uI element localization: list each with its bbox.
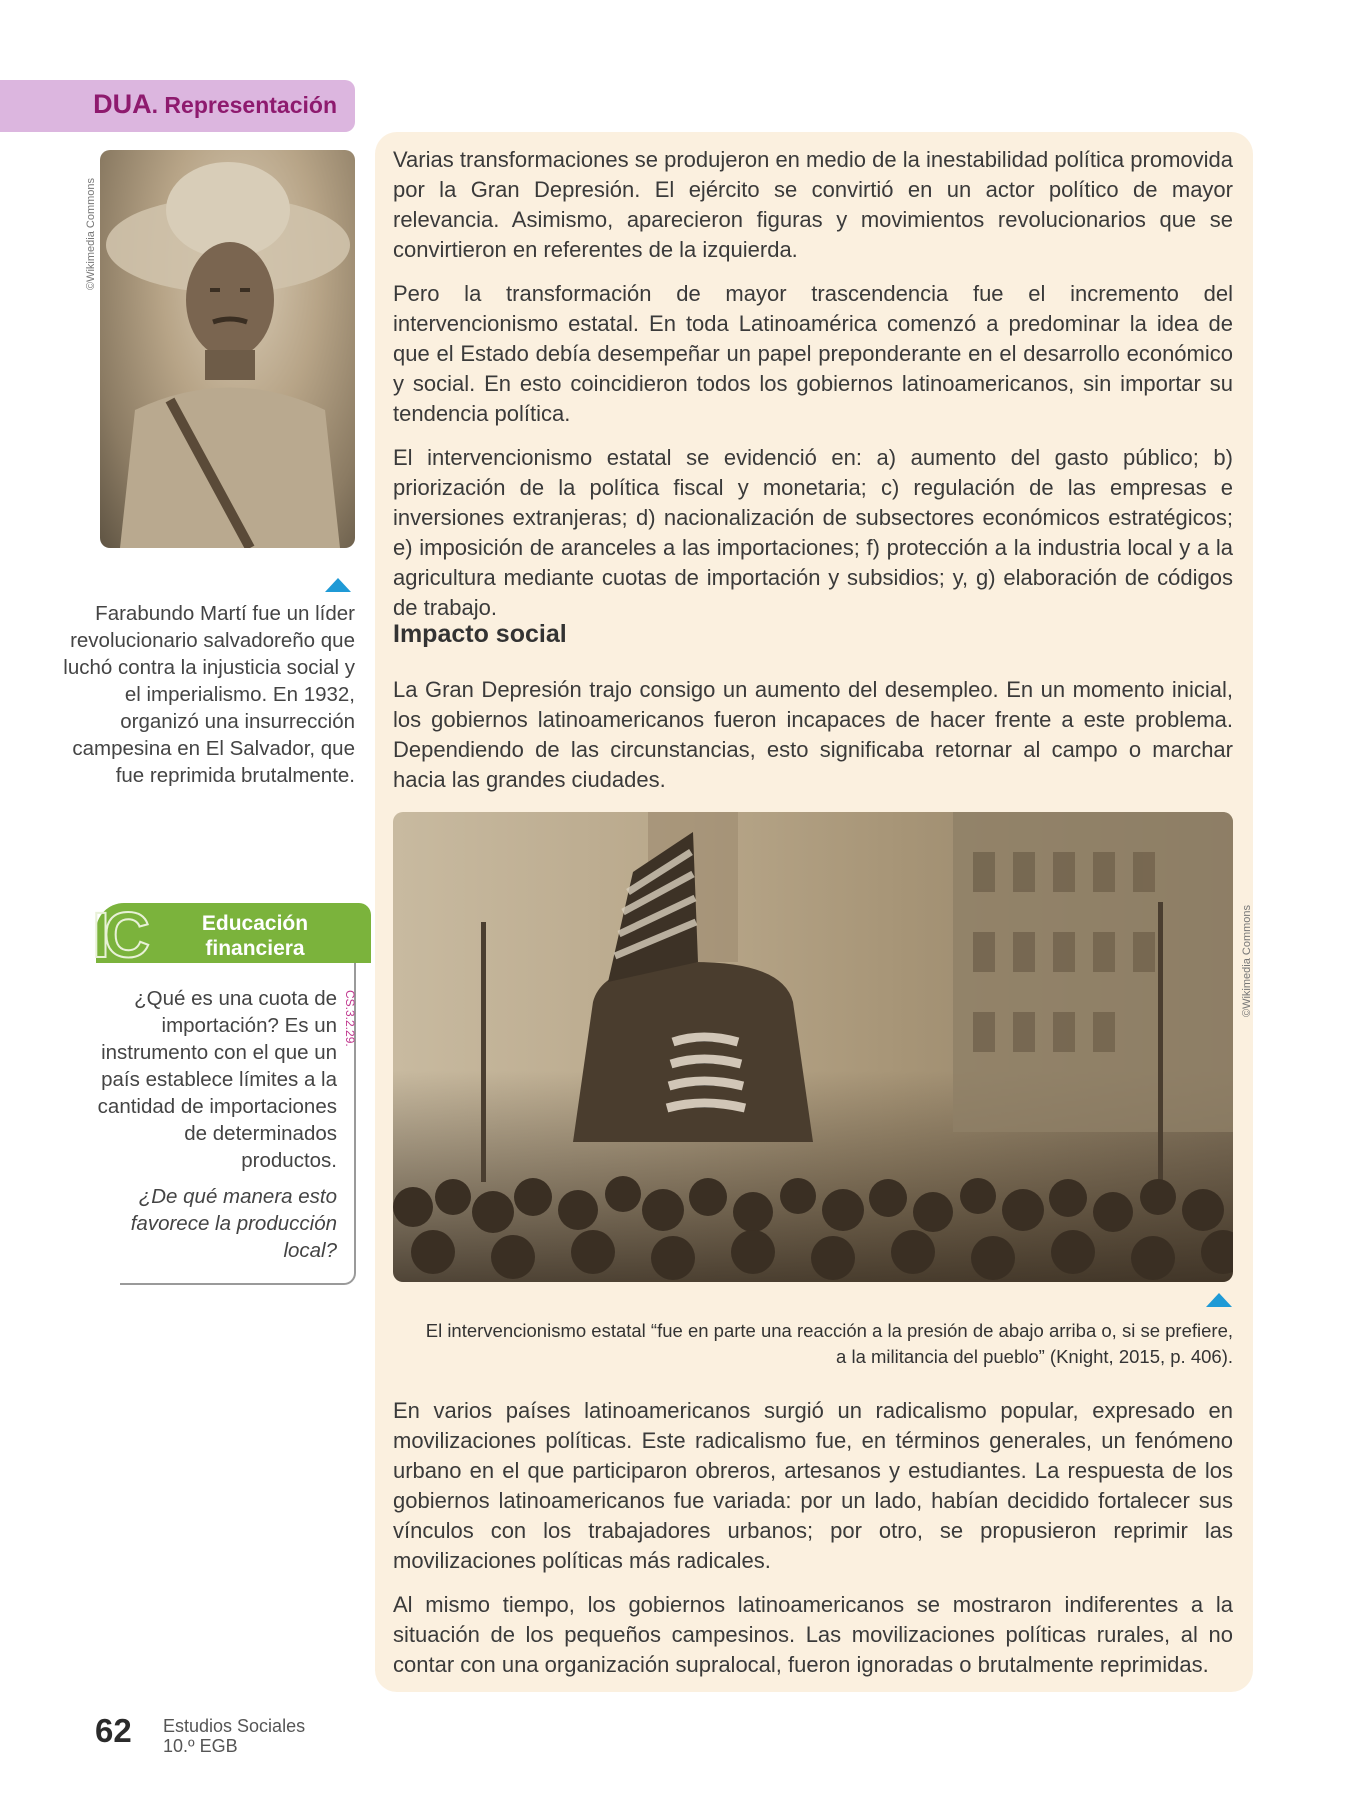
photo-caption: El intervencionismo estatal “fue en parte una reacción a la presión de abajo arriba o, si se prefiere, a la militancia del pueblo” (Knight, 2015, p. 406).	[425, 1320, 1233, 1367]
skill-code: CS.3.2.29.	[343, 990, 357, 1047]
crowd-photo	[393, 812, 1233, 1282]
paragraph-6: Al mismo tiempo, los gobiernos latinoamericanos se mostraron indiferentes a la situación de los pequeños campesinos. Las movilizaciones políticas rurales, al no contar con una organización supralocal, fueron ignoradas o brutalmente reprimidas.	[393, 1592, 1233, 1677]
portrait-farabundo-marti	[100, 150, 355, 548]
caption-arrow-icon	[325, 578, 351, 592]
dua-title: DUA. Representación	[93, 89, 337, 119]
ic-question: ¿De qué manera esto favorece la producción local?	[130, 1185, 337, 1262]
paragraph-5: En varios países latinoamericanos surgió un radicalismo popular, expresado en movilizaciones políticas. Este radicalismo fue, en términos generales, un fenómeno urbano en el que participaron obreros, artesanos y estudiantes. La respuesta de los gobiernos latinoamericanos fue variada: por un lado, habían decidido fortalecer sus vínculos con los trabajadores urbanos; por otro, se propusieron reprimir las movilizaciones políticas más radicales.	[393, 1398, 1233, 1573]
book-title: Estudios Sociales 10.º EGB	[163, 1716, 306, 1756]
crowd-illustration	[393, 812, 1233, 1282]
portrait-illustration	[100, 150, 355, 548]
section-heading: Impacto social	[393, 620, 567, 648]
portrait-caption: Farabundo Martí fue un líder revolucionario salvadoreño que luchó contra la injusticia social y el imperialismo. En 1932, organizó una insurrección campesina en El Salvador, que fue reprimida brutalmente.	[63, 602, 355, 787]
ic-logo: IC	[92, 899, 144, 971]
portrait-credit: ©Wikimedia Commons	[85, 177, 97, 290]
photo-credit: ©Wikimedia Commons	[1241, 904, 1253, 1017]
paragraph-1: Varias transformaciones se produjeron en medio de la inestabilidad política promovida por la Gran Depresión. El ejército se convirtió en un actor político de mayor relevancia. Asimismo, aparecieron figuras y movimientos revolucionarios que se convirtieron en referentes de la izquierda.	[393, 147, 1233, 262]
ic-title: Educación financiera	[201, 912, 309, 960]
dua-banner	[0, 80, 355, 132]
paragraph-4: La Gran Depresión trajo consigo un aumento del desempleo. En un momento inicial, los gobiernos latinoamericanos fueron incapaces de hacer frente a este problema. Dependiendo de las circunstancias, esto significaba retornar al campo o marchar hacia las grandes ciudades.	[393, 677, 1233, 792]
paragraph-3: El intervencionismo estatal se evidenció en: a) aumento del gasto público; b) priorización de la política fiscal y monetaria; c) regulación de las empresas e inversiones extranjeras; d) nacionalización de subsectores económicos estratégicos; e) imposición de aranceles a las importaciones; f) protección a la industria local y a la agricultura mediante cuotas de importación y subsidios; y, g) elaboración de códigos de trabajo.	[393, 445, 1233, 620]
photo-caption-arrow-icon	[1206, 1293, 1232, 1307]
ic-text: ¿Qué es una cuota de importación? Es un instrumento con el que un país establece límites a la cantidad de importaciones de determinados productos.	[97, 987, 337, 1172]
page-number: 62	[95, 1712, 132, 1749]
paragraph-2: Pero la transformación de mayor trascendencia fue el incremento del intervencionismo estatal. En toda Latinoamérica comenzó a predominar la idea de que el Estado debía desempeñar un papel preponderante en el desarrollo económico y social. En esto coincidieron todos los gobiernos latinoamericanos, sin importar su tendencia política.	[393, 281, 1233, 426]
